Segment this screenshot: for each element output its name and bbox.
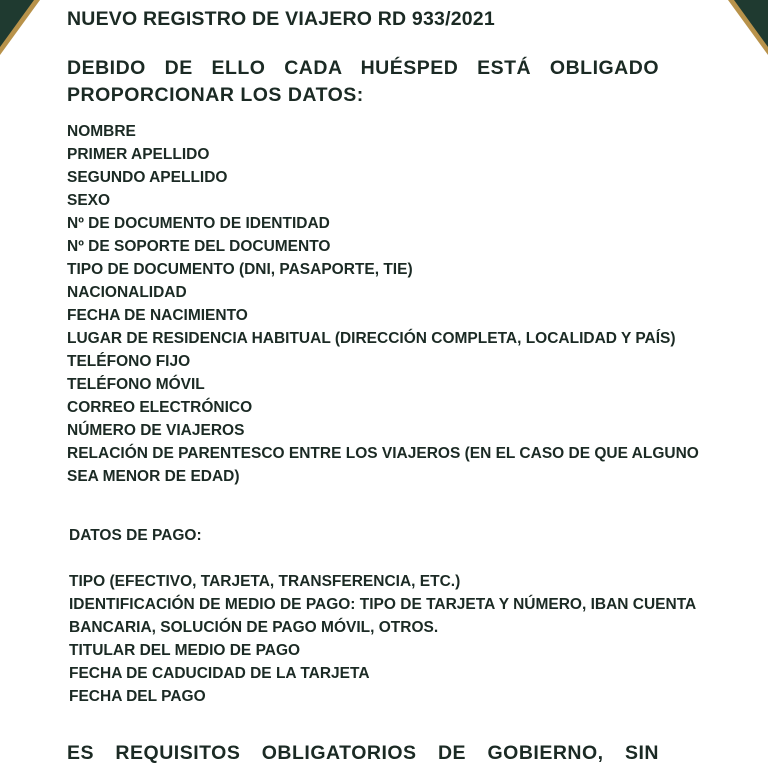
list-item: TIPO DE DOCUMENTO (DNI, PASAPORTE, TIE): [67, 261, 413, 278]
list-item: FECHA DE NACIMIENTO: [67, 307, 248, 324]
list-item: TITULAR DEL MEDIO DE PAGO: [69, 642, 301, 659]
list-item: IDENTIFICACIÓN DE MEDIO DE PAGO: TIPO DE TARJETA Y NÚMERO, IBAN CUENTA BANCARIA, SOLUCIÓN DE PAGO MÓVIL, OTROS.: [69, 596, 696, 636]
list-item: SEXO: [67, 192, 111, 209]
list-item: RELACIÓN DE PARENTESCO ENTRE LOS VIAJEROS (EN EL CASO DE QUE ALGUNO SEA MENOR DE EDAD): [67, 445, 699, 485]
payment-list: [69, 570, 709, 708]
list-item: Nº DE DOCUMENTO DE IDENTIDAD: [67, 215, 330, 232]
intro-text: DEBIDO DE ELLO CADA HUÉSPED ESTÁ OBLIGADO PROPORCIONAR LOS DATOS:: [67, 57, 659, 106]
list-item: NÚMERO DE VIAJEROS: [67, 422, 245, 439]
list-item: NOMBRE: [67, 123, 136, 140]
list-item: NACIONALIDAD: [67, 284, 187, 301]
list-item: PRIMER APELLIDO: [67, 146, 210, 163]
list-item: LUGAR DE RESIDENCIA HABITUAL (DIRECCIÓN COMPLETA, LOCALIDAD Y PAÍS): [67, 330, 676, 347]
list-item: TIPO (EFECTIVO, TARJETA, TRANSFERENCIA, ETC.): [69, 573, 461, 590]
list-item: Nº DE SOPORTE DEL DOCUMENTO: [67, 238, 331, 255]
footer-text: ES REQUISITOS OBLIGATORIOS DE GOBIERNO, SIN: [67, 742, 659, 764]
guest-fields-list: [67, 120, 707, 488]
list-item: FECHA DE CADUCIDAD DE LA TARJETA: [69, 665, 370, 682]
list-item: SEGUNDO APELLIDO: [67, 169, 228, 186]
list-item: CORREO ELECTRÓNICO: [67, 399, 253, 416]
list-item: TELÉFONO FIJO: [67, 353, 191, 370]
list-item: FECHA DEL PAGO: [69, 688, 206, 705]
payment-heading: DATOS DE PAGO:: [69, 527, 202, 544]
page-title: NUEVO REGISTRO DE VIAJERO RD 933/2021: [67, 8, 495, 30]
list-item: TELÉFONO MÓVIL: [67, 376, 205, 393]
